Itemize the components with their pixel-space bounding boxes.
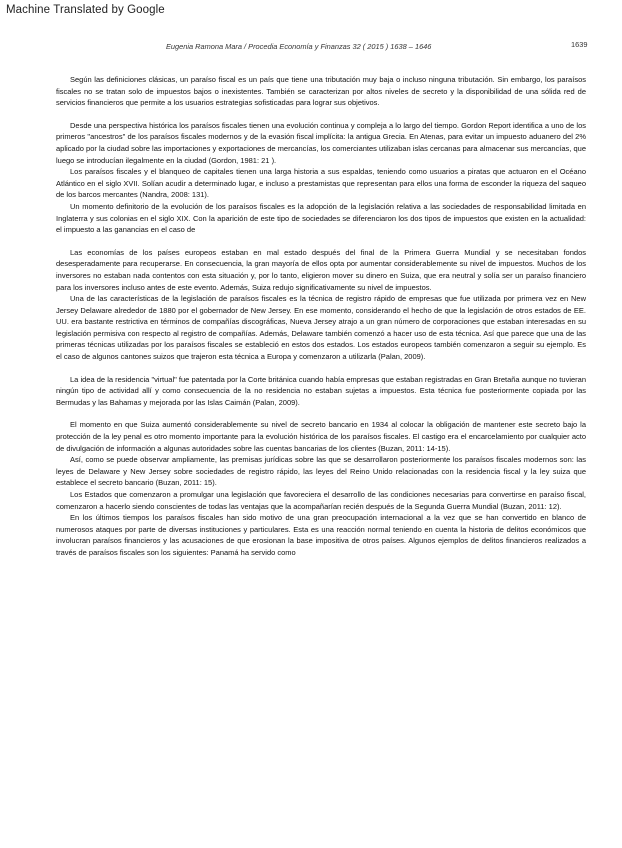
journal-citation: Eugenia Ramona Mara / Procedia Economía y Finanzas 32 ( 2015 ) 1638 – 1646 xyxy=(166,42,432,51)
paragraph: Según las definiciones clásicas, un paraíso fiscal es un país que tiene una tributación muy baja o incluso ninguna tributación. Sin embargo, los paraísos fiscales no se tratan solo de impuestos bajos o inexistentes. También se caracterizan por altos niveles de secreto y la disponibilidad de una sólida red de servicios financieros que permite a los usuarios estrategias sofisticadas para lograr sus objetivos. xyxy=(56,75,586,108)
paragraph: Un momento definitorio de la evolución de los paraísos fiscales es la adopción de la legislación relativa a las sociedades de responsabilidad limitada en Inglaterra y sus colonias en el siglo XIX. Con la aparición de este tipo de sociedades se diferenciaron los dos tipos de impuestos que existen en la actualidad: el impuesto a las ganancias en el caso de xyxy=(56,201,586,235)
article-body xyxy=(56,74,586,559)
page-number: 1639 xyxy=(571,40,588,49)
paragraph: La idea de la residencia "virtual" fue patentada por la Corte británica cuando había empresas que estaban registradas en Gran Bretaña aunque no tuvieran ningún tipo de actividad allí y como consecuencia de la no residencia no estaban sujetas a impuestos. Esta técnica fue posteriormente copiada por las Bermudas y las Bahamas y mejorada por las Islas Caimán (Palan, 2009). xyxy=(56,374,586,407)
paragraph: Desde una perspectiva histórica los paraísos fiscales tienen una evolución continua y compleja a lo largo del tiempo. Gordon Report identifica a uno de los primeros "ancestros" de los paraísos fiscales modernos y de la evasión fiscal implícita: la antigua Grecia. En Atenas, para evitar un impuesto aduanero del 2% aplicado por la ciudad sobre las importaciones y exportaciones de mercancías, los comerciantes utilizaban islas cercanas para almacenar sus mercancías, que luego se introducían ilegalmente en la ciudad (Gordon, 1981: 21 ). xyxy=(56,120,586,165)
paragraph: Los paraísos fiscales y el blanqueo de capitales tienen una larga historia a sus espaldas, teniendo como usuarios a piratas que actuaron en el Océano Atlántico en el siglo XVII. Solían acudir a determinado lugar, e incluso a prestamistas que representan para ellos una forma de esconder la riqueza del saqueo de los barcos mercantes (Nandra, 2008: 131). xyxy=(56,167,586,200)
paragraph: En los últimos tiempos los paraísos fiscales han sido motivo de una gran preocupación internacional a la vez que se han convertido en blanco de numerosos ataques por parte de diversas instituciones y particulares. Esta es una reacción normal teniendo en cuenta la historia de delitos económicos que involucran paraísos financieros y las acusaciones de que erosionan la base impositiva de otros países. Algunos ejemplos de delitos financieros realizados a través de paraísos fiscales son los siguientes: Panamá ha servido como xyxy=(56,513,586,557)
paragraph: El momento en que Suiza aumentó considerablemente su nivel de secreto bancario en 1934 al colocar la obligación de mantener este secreto bajo la protección de la ley penal es otro momento importante para la evolución histórica de los paraísos fiscales. El castigo era el encarcelamiento por cualquier acto de divulgación de información a algunas autoridades sobre las cuentas bancarias de los clientes (Buzan, 2011: 14-15). xyxy=(56,420,586,453)
paragraph: Las economías de los países europeos estaban en mal estado después del final de la Primera Guerra Mundial y se necesitaban fondos desesperadamente para recuperarse. En consecuencia, la gran mayoría de ellos opta por aumentar considerablemente su nivel de impuestos. Muchos de los inversores no estaban nada contentos con esta situación y, por lo tanto, eligieron mover su dinero en Suiza, que era neutral y solía ser un paraíso financiero para los inversores incluso antes de este evento. Además, Suiza redujo significativamente su nivel de impuestos. xyxy=(56,247,586,292)
paragraph: Una de las características de la legislación de paraísos fiscales es la técnica de registro rápido de empresas que fue utilizada por primera vez en New Jersey Delaware alrededor de 1880 por el gobernador de New Jersey. En ese momento, considerando el hecho de que la legislación de otros estados de EE. UU. era bastante restrictiva en términos de compañías discográficas, Nueva Jersey atrajo a un gran número de corporaciones que estaban interesadas en su legislación permisiva con respecto al registro de compañías. Además, Delaware también comenzó a hacer uso de esta técnica. Así que parece que una de las primeras técnicas utilizadas por los paraísos fiscales se estableció en estos dos estados. Los estados europeos también comenzaron a seguir su ejemplo. Es el caso de algunos cantones suizos que trajeron esta técnica a Europa y comenzaron a utilizarla (Palan, 2009). xyxy=(56,294,586,362)
paragraph: Los Estados que comenzaron a promulgar una legislación que favoreciera el desarrollo de las condiciones necesarias para convertirse en paraíso fiscal, comenzaron a hacerlo siendo conscientes de todas las ventajas que la acompañarían recién después de la Segunda Guerra Mundial (Buzan, 2011: 12). xyxy=(56,490,586,511)
machine-translation-banner: Machine Translated by Google xyxy=(6,4,165,16)
paragraph: Así, como se puede observar ampliamente, las premisas jurídicas sobre las que se desarrollaron posteriormente los paraísos fiscales modernos son: las leyes de Delaware y New Jersey sobre sociedades de registro rápido, las leyes del Reino Unido relacionadas con la residencia fiscal y la ley suiza que establece el secreto bancario (Buzan, 2011: 15). xyxy=(56,455,586,488)
